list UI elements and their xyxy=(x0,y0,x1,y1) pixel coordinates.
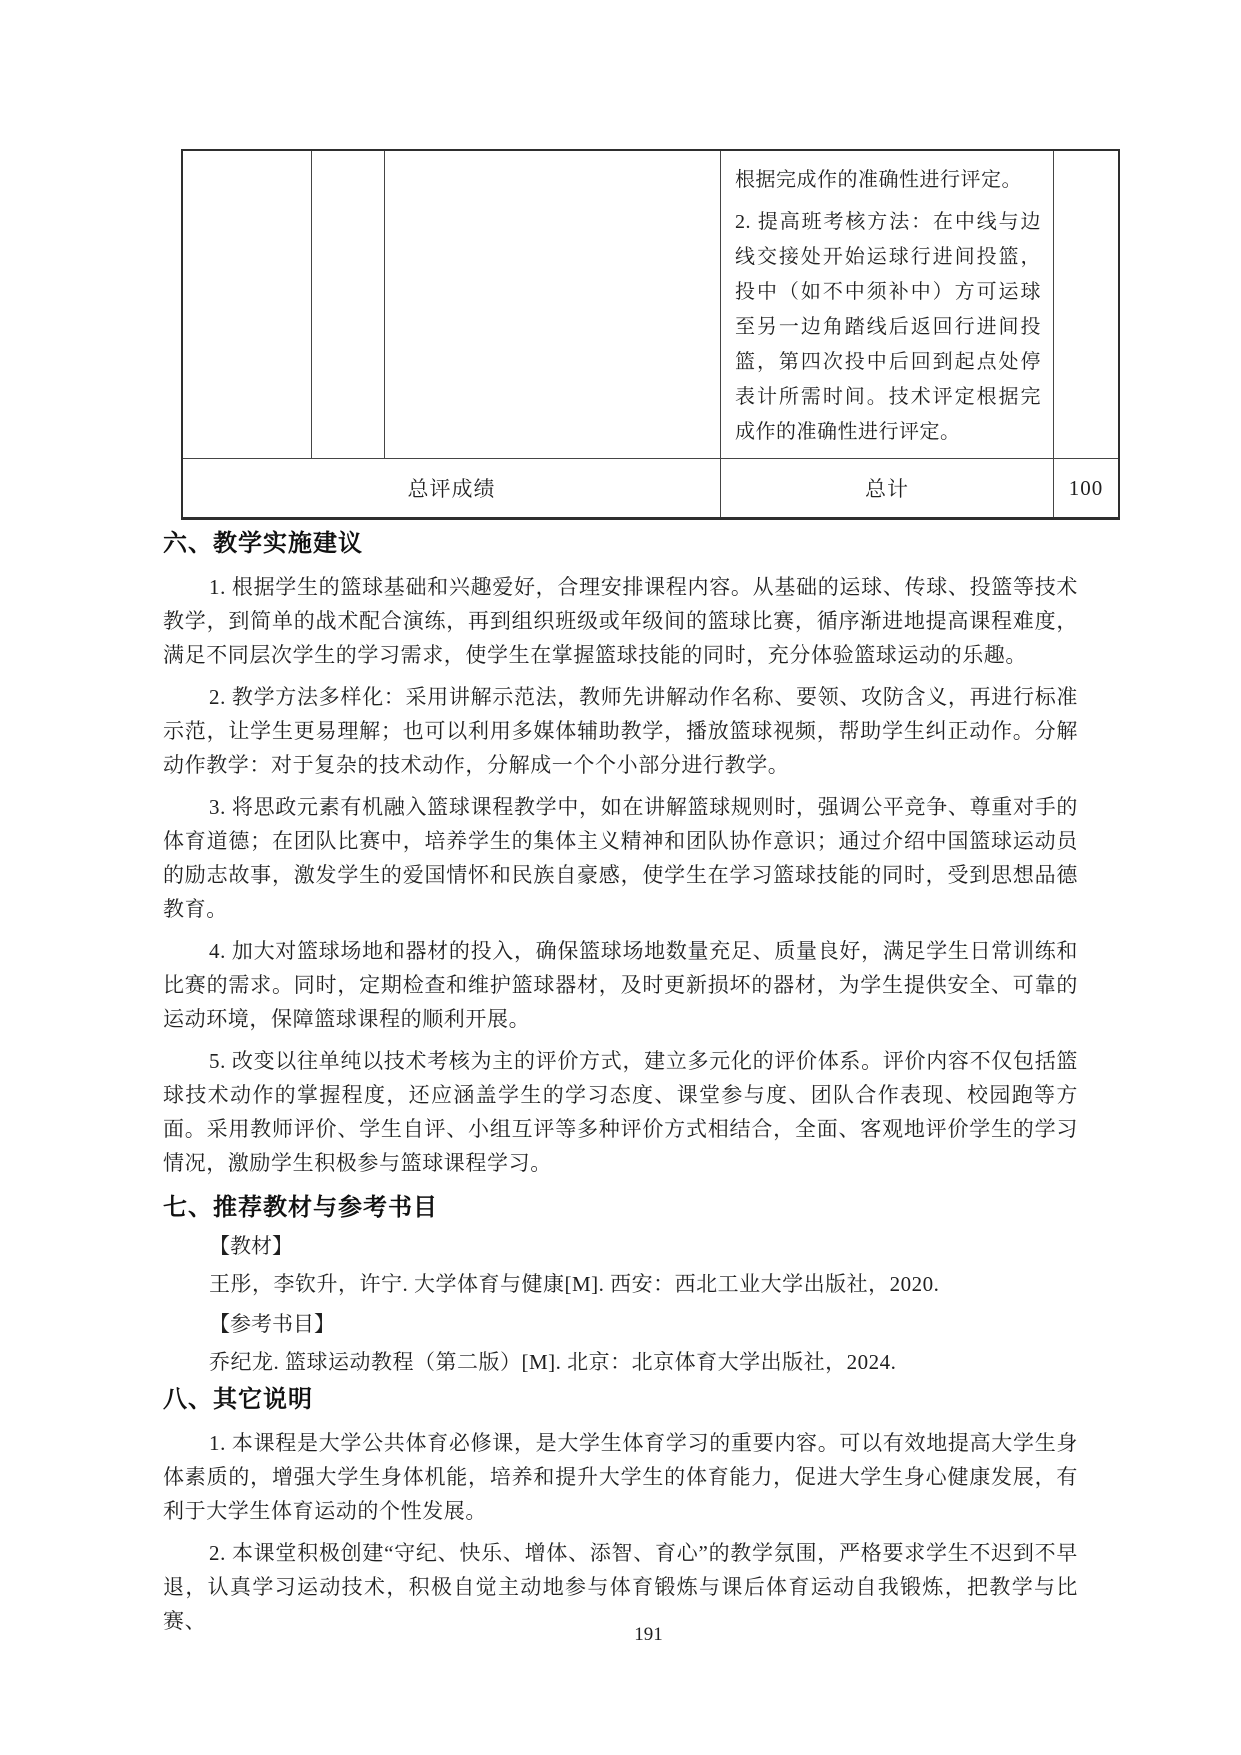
section6-paragraph-1: 1. 根据学生的篮球基础和兴趣爱好，合理安排课程内容。从基础的运球、传球、投篮等技术教学，到简单的战术配合演练，再到组织班级或年级间的篮球比赛，循序渐进地提高课程难度，满足不同层次学生的学习需求，使学生在掌握篮球技能的同时，充分体验篮球运动的乐趣。 xyxy=(163,575,1078,667)
section6-paragraph-4: 4. 加大对篮球场地和器材的投入，确保篮球场地数量充足、质量良好，满足学生日常训练和比赛的需求。同时，定期检查和维护篮球器材，及时更新损坏的器材，为学生提供安全、可靠的运动环境，保障篮球课程的顺利开展。 xyxy=(163,939,1078,1031)
reference-label: 【参考书目】 xyxy=(209,1312,335,1336)
table-row-total xyxy=(183,458,1118,517)
page-number: 191 xyxy=(634,1624,663,1645)
section-7-heading: 七、推荐教材与参考书目 xyxy=(163,1194,438,1221)
table-row-continued xyxy=(183,151,1118,458)
section6-paragraph-3: 3. 将思政元素有机融入篮球课程教学中，如在讲解篮球规则时，强调公平竞争、尊重对手的体育道德；在团队比赛中，培养学生的集体主义精神和团队协作意识；通过介绍中国篮球运动员的励志故事，激发学生的爱国情怀和民族自豪感，使学生在学习篮球技能的同时，受到思想品德教育。 xyxy=(163,795,1078,921)
document-body xyxy=(163,529,1078,1646)
textbook-entry: 王彤，李钦升，许宁. 大学体育与健康[M]. 西安：西北工业大学出版社，2020. xyxy=(209,1272,940,1296)
total-value-cell: 100 xyxy=(1068,475,1104,500)
textbook-label: 【教材】 xyxy=(209,1234,293,1258)
advanced-class-assessment: 2. 提高班考核方法：在中线与边线交接处开始运球行进间投篮，投中（如不中须补中）方可运球至另一边角踏线后返回行进间投篮，第四次投中后回到起点处停表计所需时间。技术评定根据完成作的准确性进行评定。 xyxy=(735,211,1041,443)
section6-paragraph-5: 5. 改变以往单纯以技术考核为主的评价方式，建立多元化的评价体系。评价内容不仅包括篮球技术动作的掌握程度，还应涵盖学生的学习态度、课堂参与度、团队合作表现、校园跑等方面。采用教师评价、学生自评、小组互评等多种评价方式相结合，全面、客观地评价学生的学习情况，激励学生积极参与篮球课程学习。 xyxy=(163,1049,1078,1175)
table-cell-empty xyxy=(312,151,385,458)
table-cell-empty xyxy=(1054,151,1118,458)
reference-entry: 乔纪龙. 篮球运动教程（第二版）[M]. 北京：北京体育大学出版社，2024. xyxy=(209,1350,897,1374)
total-label-cell: 总计 xyxy=(721,459,1054,517)
section8-paragraph-1: 1. 本课程是大学公共体育必修课，是大学生体育学习的重要内容。可以有效地提高大学生身体素质的，增强大学生身体机能，培养和提升大学生的体育能力，促进大学生身心健康发展，有利于大学生体育运动的个性发展。 xyxy=(163,1431,1078,1523)
section-8-heading: 八、其它说明 xyxy=(163,1386,313,1413)
table-cell-empty xyxy=(385,151,721,458)
assessment-method-continued: 根据完成作的准确性进行评定。 xyxy=(735,169,1022,191)
table-cell-empty xyxy=(183,151,312,458)
table-cell-assessment-method xyxy=(721,151,1054,458)
assessment-method-text xyxy=(721,151,1053,450)
section8-paragraph-2: 2. 本课堂积极创建“守纪、快乐、增体、添智、育心”的教学氛围，严格要求学生不迟到不早退，认真学习运动技术，积极自觉主动地参与体育锻炼与课后体育运动自我锻炼，把教学与比赛、 xyxy=(163,1541,1078,1633)
total-score-cell: 总评成绩 xyxy=(183,459,721,517)
grading-table xyxy=(181,149,1120,520)
section6-paragraph-2: 2. 教学方法多样化：采用讲解示范法，教师先讲解动作名称、要领、攻防含义，再进行标准示范，让学生更易理解；也可以利用多媒体辅助教学，播放篮球视频，帮助学生纠正动作。分解动作教学：对于复杂的技术动作，分解成一个个小部分进行教学。 xyxy=(163,685,1078,777)
section-6-heading: 六、教学实施建议 xyxy=(163,530,363,557)
